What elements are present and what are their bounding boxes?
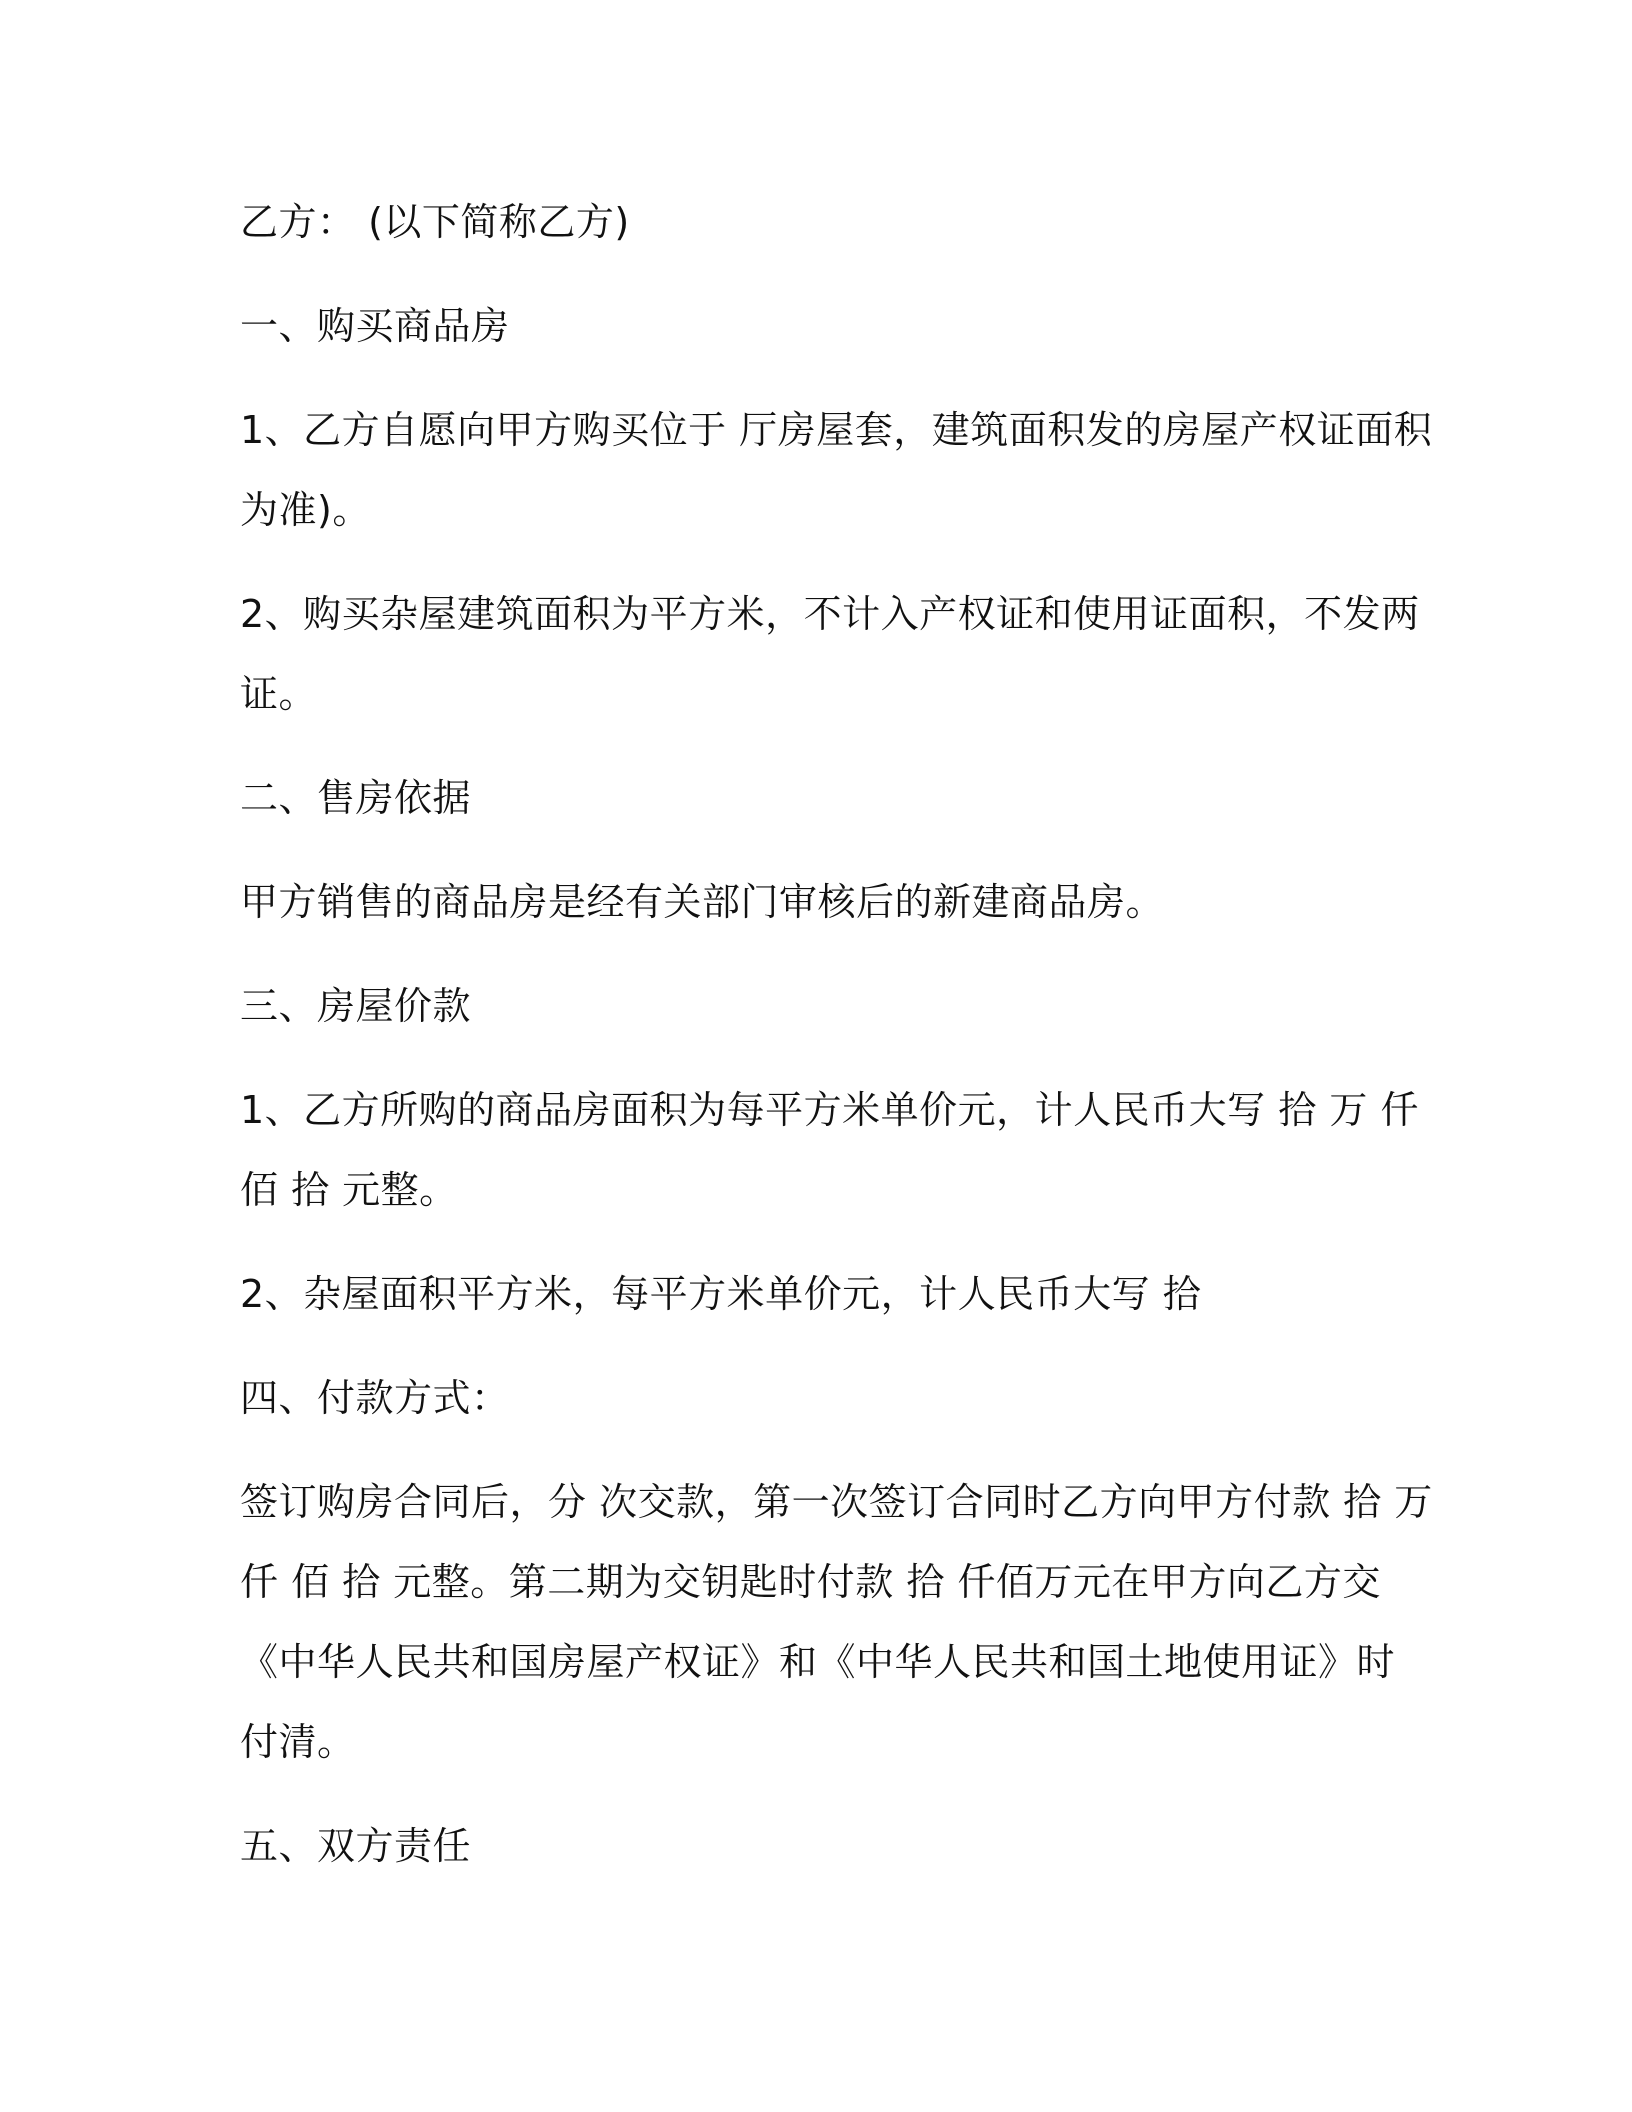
section-1-item-1-line-1: 1、乙方自愿向甲方购买位于 厅房屋套，建筑面积发的房屋产权证面积 [240, 408, 1433, 452]
section-4-line-1: 签订购房合同后，分 次交款，第一次签订合同时乙方向甲方付款 拾 万 [240, 1480, 1433, 1524]
section-4-heading: 四、付款方式： [240, 1376, 510, 1420]
section-3-heading: 三、房屋价款 [240, 984, 472, 1028]
section-3-item-1-line-2: 佰 拾 元整。 [240, 1168, 458, 1212]
section-1-item-2-line-1: 2、购买杂屋建筑面积为平方米，不计入产权证和使用证面积，不发两 [240, 592, 1420, 636]
section-4-line-4: 付清。 [240, 1720, 356, 1764]
section-5-heading: 五、双方责任 [240, 1824, 472, 1868]
section-4-line-2: 仟 佰 拾 元整。第二期为交钥匙时付款 拾 仟佰万元在甲方向乙方交 [240, 1560, 1381, 1604]
section-2-text: 甲方销售的商品房是经有关部门审核后的新建商品房。 [240, 880, 1165, 924]
section-1-item-1-line-2: 为准)。 [240, 488, 371, 532]
document-body [240, 182, 1433, 1886]
section-3-item-1-line-1: 1、乙方所购的商品房面积为每平方米单价元，计人民币大写 拾 万 仟 [240, 1088, 1419, 1132]
party-b-line: 乙方： (以下简称乙方) [240, 200, 630, 244]
section-1-heading: 一、购买商品房 [240, 304, 510, 348]
section-4-line-3: 《中华人民共和国房屋产权证》和《中华人民共和国土地使用证》时 [240, 1640, 1396, 1684]
section-1-item-2-line-2: 证。 [240, 672, 318, 716]
section-2-heading: 二、售房依据 [240, 776, 472, 820]
section-3-item-2-line-1: 2、杂屋面积平方米，每平方米单价元，计人民币大写 拾 [240, 1272, 1202, 1316]
